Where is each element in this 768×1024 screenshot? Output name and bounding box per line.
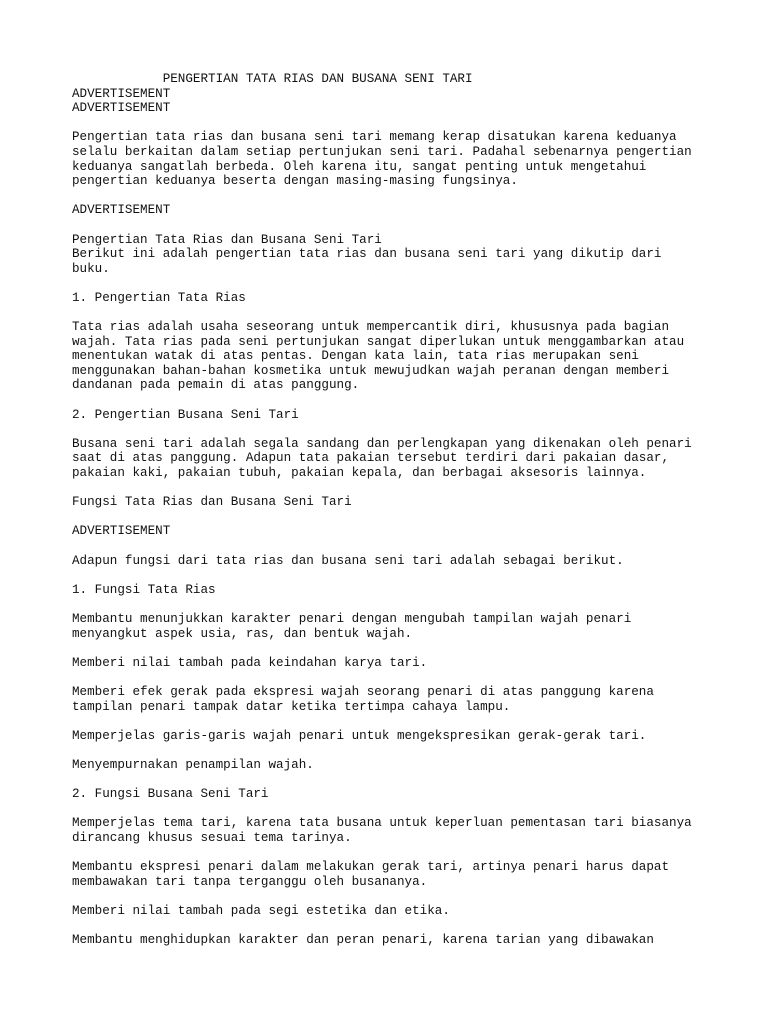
text-line: 2. Fungsi Busana Seni Tari	[72, 787, 269, 802]
paragraph-gap	[72, 218, 722, 233]
text-line: Tata rias adalah usaha seseorang untuk mempercantik diri, khususnya pada bagian	[72, 320, 670, 335]
document-title: PENGERTIAN TATA RIAS DAN BUSANA SENI TARI	[72, 72, 473, 86]
text-line: Pengertian tata rias dan busana seni tari memang kerap disatukan karena keduanya	[72, 130, 677, 145]
text-line: Pengertian Tata Rias dan Busana Seni Tari	[72, 232, 382, 247]
paragraph	[72, 203, 722, 218]
paragraph	[72, 524, 722, 539]
paragraph	[72, 101, 722, 116]
paragraph	[72, 656, 722, 671]
paragraph	[72, 320, 722, 393]
paragraph-gap	[72, 918, 722, 933]
paragraph	[72, 233, 722, 277]
text-line: Adapun fungsi dari tata rias dan busana seni tari adalah sebagai berikut.	[72, 553, 624, 568]
paragraph	[72, 685, 722, 714]
text-line: Memberi nilai tambah pada segi estetika dan etika.	[72, 903, 450, 918]
paragraph	[72, 583, 722, 598]
document-body	[72, 101, 722, 947]
text-line: ADVERTISEMENT	[72, 101, 171, 116]
paragraph-gap	[72, 306, 722, 321]
text-line: 1. Fungsi Tata Rias	[72, 582, 216, 597]
text-line: Membantu menunjukkan karakter penari dengan mengubah tampilan wajah penari	[72, 611, 632, 626]
paragraph-gap	[72, 889, 722, 904]
paragraph-gap	[72, 510, 722, 525]
text-line: dirancang khusus sesuai tema tarinya.	[72, 830, 352, 845]
paragraph	[72, 787, 722, 802]
paragraph-gap	[72, 597, 722, 612]
paragraph-gap	[72, 670, 722, 685]
text-line: Memberi efek gerak pada ekspresi wajah seorang penari di atas panggung karena	[72, 684, 654, 699]
text-line: Fungsi Tata Rias dan Busana Seni Tari	[72, 495, 352, 510]
paragraph-gap	[72, 422, 722, 437]
text-line: saat di atas panggung. Adapun tata pakaian tersebut terdiri dari pakaian dasar,	[72, 451, 670, 466]
text-line: Membantu menghidupkan karakter dan peran penari, karena tarian yang dibawakan	[72, 933, 654, 948]
paragraph	[72, 816, 722, 845]
text-line: 1. Pengertian Tata Rias	[72, 290, 246, 305]
text-line: Berikut ini adalah pengertian tata rias dan busana seni tari yang dikutip dari	[72, 247, 662, 262]
text-line: Membantu ekspresi penari dalam melakukan gerak tari, artinya penari harus dapat	[72, 860, 670, 875]
text-line: wajah. Tata rias pada seni pertunjukan sangat diperlukan untuk menggambarkan atau	[72, 334, 685, 349]
paragraph	[72, 437, 722, 481]
paragraph-gap	[72, 568, 722, 583]
text-line: Busana seni tari adalah segala sandang dan perlengkapan yang dikenakan oleh penari	[72, 436, 692, 451]
paragraph-gap	[72, 802, 722, 817]
text-line: keduanya sangatlah berbeda. Oleh karena itu, sangat penting untuk mengetahui	[72, 159, 647, 174]
text-line: buku.	[72, 261, 110, 276]
paragraph-gap	[72, 116, 722, 131]
paragraph	[72, 729, 722, 744]
paragraph-gap	[72, 539, 722, 554]
paragraph	[72, 612, 722, 641]
text-line: ADVERTISEMENT	[72, 524, 171, 539]
document-page	[72, 72, 722, 948]
paragraph	[72, 291, 722, 306]
text-line: Memperjelas tema tari, karena tata busana untuk keperluan pementasan tari biasanya	[72, 816, 692, 831]
paragraph	[72, 758, 722, 773]
paragraph-gap	[72, 481, 722, 496]
text-line: dandanan pada pemain di atas panggung.	[72, 378, 360, 393]
text-line: pakaian kaki, pakaian tubuh, pakaian kepala, dan berbagai aksesoris lainnya.	[72, 466, 647, 481]
text-line: menentukan watak di atas pentas. Dengan kata lain, tata rias merupakan seni	[72, 349, 639, 364]
paragraph-gap	[72, 743, 722, 758]
text-line: tampilan penari tampak datar ketika tertimpa cahaya lampu.	[72, 699, 511, 714]
advertisement-label: ADVERTISEMENT	[72, 86, 171, 101]
text-line: membawakan tari tanpa terganggu oleh busananya.	[72, 874, 428, 889]
paragraph-gap	[72, 641, 722, 656]
paragraph	[72, 554, 722, 569]
text-line: menyangkut aspek usia, ras, dan bentuk wajah.	[72, 626, 413, 641]
paragraph-gap	[72, 276, 722, 291]
paragraph	[72, 904, 722, 919]
paragraph-gap	[72, 393, 722, 408]
paragraph	[72, 860, 722, 889]
paragraph-gap	[72, 714, 722, 729]
paragraph-gap	[72, 845, 722, 860]
text-line: ADVERTISEMENT	[72, 203, 171, 218]
paragraph-gap	[72, 773, 722, 788]
paragraph	[72, 130, 722, 188]
paragraph	[72, 408, 722, 423]
text-line: pengertian keduanya beserta dengan masing-masing fungsinya.	[72, 174, 518, 189]
text-line: menggunakan bahan-bahan kosmetika untuk mewujudkan wajah peranan dengan memberi	[72, 363, 670, 378]
text-line: Menyempurnakan penampilan wajah.	[72, 757, 314, 772]
text-line: 2. Pengertian Busana Seni Tari	[72, 407, 299, 422]
paragraph	[72, 933, 722, 948]
paragraph-gap	[72, 189, 722, 204]
text-line: Memperjelas garis-garis wajah penari untuk mengekspresikan gerak-gerak tari.	[72, 728, 647, 743]
text-line: Memberi nilai tambah pada keindahan karya tari.	[72, 655, 428, 670]
text-line: selalu berkaitan dalam setiap pertunjukan seni tari. Padahal sebenarnya pengertian	[72, 144, 692, 159]
paragraph	[72, 495, 722, 510]
